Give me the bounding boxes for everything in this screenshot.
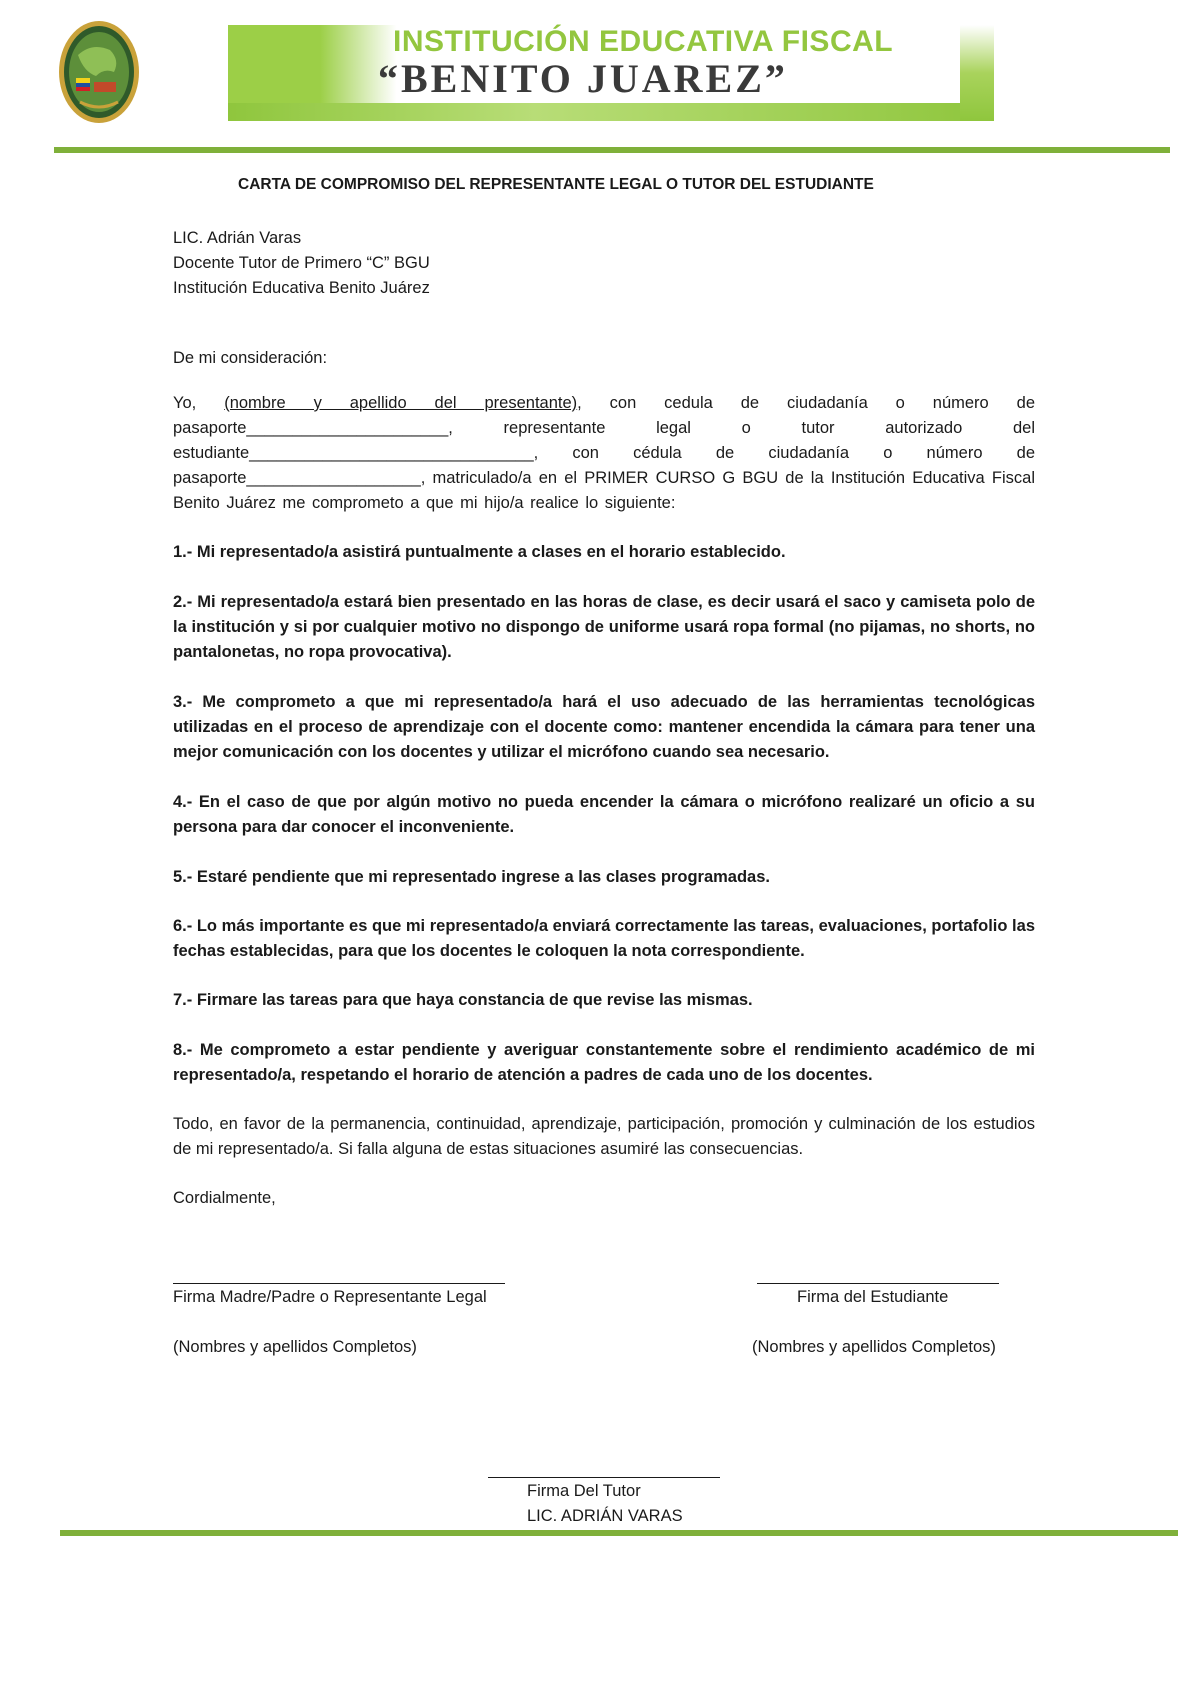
intro-name-placeholder: (nombre y apellido del presentante)	[224, 394, 578, 412]
parent-signature-label: Firma Madre/Padre o Representante Legal	[173, 1288, 487, 1306]
footer-divider	[60, 1530, 1178, 1536]
institution-name-line1: INSTITUCIÓN EDUCATIVA FISCAL	[393, 25, 894, 58]
school-seal-logo	[58, 20, 140, 124]
commitment-item-6: 6.- Lo más importante es que mi representado/a enviará correctamente las tareas, evaluaciones, portafolio las fechas establecidas, para que los docentes le coloquen la nota correspondiente.	[173, 917, 1035, 960]
header-divider	[54, 147, 1170, 153]
recipient-role: Docente Tutor de Primero “C” BGU	[173, 254, 430, 272]
commitment-item-2: 2.- Mi representado/a estará bien presentado en las horas de clase, es decir usará el saco y camiseta polo de la institución y si por cualquier motivo no dispongo de uniforme usará ropa formal (no pijamas, no shorts, no pantalonetas, no ropa provocativa).	[173, 593, 1035, 661]
banner-band	[228, 103, 994, 121]
document-title: CARTA DE COMPROMISO DEL REPRESENTANTE LEGAL O TUTOR DEL ESTUDIANTE	[238, 176, 874, 193]
intro-text: , con cedula de ciudadanía o número de pasaporte______________________, representante legal o tutor autorizado del estudiante_______________________________, con cédula de ciudadanía o número de pasaporte___________________, matriculado/a en el PRIMER CURSO G BGU de la Institución Educativa Fiscal Benito Juárez me comprometo a que mi hijo/a realice lo siguiente:	[173, 394, 1035, 512]
commitment-item-8: 8.- Me comprometo a estar pendiente y averiguar constantemente sobre el rendimiento académico de mi representado/a, respetando el horario de atención a padres de cada uno de los docentes.	[173, 1041, 1035, 1084]
student-signature-label: Firma del Estudiante	[797, 1288, 949, 1306]
tutor-signature-label: Firma Del Tutor	[527, 1482, 641, 1500]
commitment-item-7: 7.- Firmare las tareas para que haya constancia de que revise las mismas.	[173, 991, 753, 1009]
commitment-item-1: 1.- Mi representado/a asistirá puntualmente a clases en el horario establecido.	[173, 543, 786, 561]
tutor-signature-line	[488, 1477, 720, 1478]
commitment-item-4: 4.- En el caso de que por algún motivo no pueda encender la cámara o micrófono realizaré un oficio a su persona para dar conocer el inconveniente.	[173, 793, 1035, 836]
closing-paragraph: Todo, en favor de la permanencia, continuidad, aprendizaje, participación, promoción y culminación de los estudios de mi representado/a. Si falla alguna de estas situaciones asumiré las consecuencias.	[173, 1115, 1035, 1158]
recipient-institution: Institución Educativa Benito Juárez	[173, 279, 430, 297]
institution-banner	[228, 25, 994, 121]
greeting: De mi consideración:	[173, 349, 328, 367]
commitment-item-3: 3.- Me comprometo a que mi representado/a hará el uso adecuado de las herramientas tecnológicas utilizadas en el proceso de aprendizaje con el docente como: mantener encendida la cámara para tener una mejor comunicación con los docentes y utilizar el micrófono cuando sea necesario.	[173, 693, 1035, 761]
commitment-item-5: 5.- Estaré pendiente que mi representado ingrese a las clases programadas.	[173, 868, 770, 886]
intro-yo: Yo,	[173, 394, 197, 412]
parent-names-label: (Nombres y apellidos Completos)	[173, 1338, 417, 1356]
student-names-label: (Nombres y apellidos Completos)	[752, 1338, 996, 1356]
intro-paragraph	[173, 391, 1035, 516]
recipient-name: LIC. Adrián Varas	[173, 229, 302, 247]
banner-band-right	[960, 25, 994, 121]
institution-name-line2: “BENITO JUAREZ”	[378, 56, 788, 101]
tutor-name: LIC. ADRIÁN VARAS	[527, 1507, 683, 1525]
student-signature-line	[757, 1283, 999, 1284]
recipient-block	[173, 226, 1035, 301]
parent-signature-line	[173, 1283, 505, 1284]
sign-off: Cordialmente,	[173, 1189, 276, 1207]
